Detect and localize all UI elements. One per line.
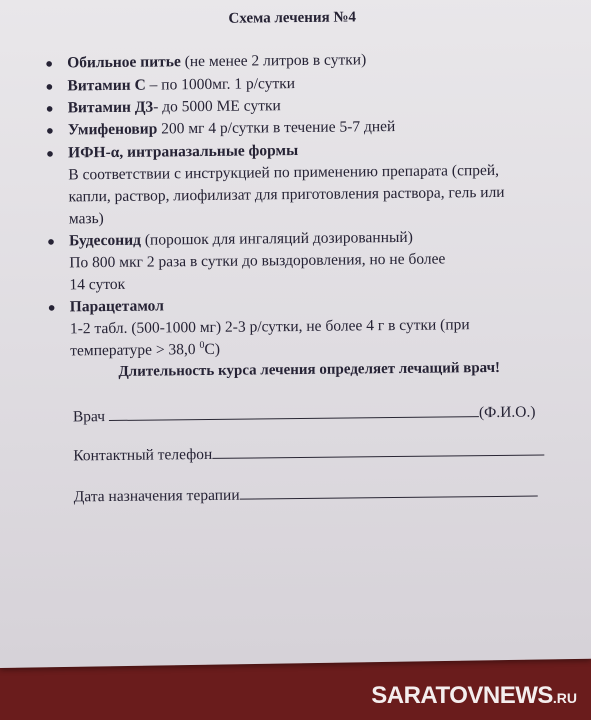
item-text-line	[70, 339, 220, 363]
bullet-icon: ●	[45, 78, 54, 94]
bullet-icon: ●	[46, 145, 55, 161]
item-name: Витамин Д3	[67, 98, 154, 117]
item-text-line: 1-2 табл. (500-1000 мг) 2-3 р/сутки, не более 4 г в сутки (при	[69, 316, 470, 338]
bullet-icon: ●	[45, 55, 54, 71]
item-details: (не менее 2 литров в сутки)	[180, 51, 367, 71]
item-name: Парацетамол	[69, 297, 164, 316]
watermark-domain: .RU	[552, 690, 577, 706]
doctor-field-suffix: (Ф.И.О.)	[478, 403, 536, 422]
doctor-field	[73, 402, 536, 427]
date-line[interactable]	[239, 482, 537, 500]
news-watermark	[371, 682, 577, 710]
item-details: 200 мг 4 р/сутки в течение 5-7 дней	[157, 117, 396, 138]
list-item	[45, 49, 366, 74]
date-field	[74, 482, 538, 507]
list-item	[48, 295, 164, 318]
item-text-line: По 800 мкг 2 раза в сутки до выздоровления, но не более	[69, 250, 446, 272]
item-details: – по 1000мг. 1 р/сутки	[145, 75, 296, 94]
temperature-text: температуре > 38,0	[70, 341, 200, 360]
item-details: - до 5000 МЕ сутки	[153, 97, 281, 116]
phone-field	[73, 440, 544, 465]
doctor-label: Врач	[72, 408, 106, 426]
item-name: Обильное питье	[67, 53, 181, 72]
list-item	[46, 140, 298, 165]
bullet-icon: ●	[45, 122, 54, 138]
degree-superscript: 0	[199, 339, 205, 351]
doctor-name-line[interactable]	[109, 402, 479, 421]
list-item	[46, 116, 396, 142]
item-name: ИФН-α, интраназальные формы	[68, 142, 299, 162]
item-text-line: 14 суток	[69, 275, 126, 294]
list-item	[46, 95, 281, 119]
item-text-line: В соответствии с инструкцией по применению препарата (спрей,	[68, 161, 500, 184]
phone-line[interactable]	[212, 440, 544, 458]
item-details: (порошок для ингаляций дозированный)	[140, 228, 413, 249]
item-text-line: капли, раствор, лиофилизат для приготовления раствора, гель или	[68, 183, 505, 206]
bullet-icon: ●	[46, 233, 55, 249]
item-name: Будесонид	[68, 231, 142, 250]
duration-note: Длительность курса лечения определяет лечащий врач!	[118, 359, 501, 380]
phone-label: Контактный телефон	[73, 445, 213, 465]
watermark-brand: SARATOVNEWS	[371, 682, 553, 709]
temperature-unit: С)	[204, 340, 221, 359]
bullet-icon: ●	[45, 100, 54, 116]
list-item	[45, 73, 295, 98]
date-label: Дата назначения терапии	[73, 486, 240, 506]
item-name: Умифеновир	[67, 120, 158, 139]
item-name: Витамин С	[67, 76, 146, 95]
bullet-icon: ●	[47, 299, 56, 315]
item-text-line: мазь)	[68, 210, 104, 228]
document-title: Схема лечения №4	[228, 9, 357, 27]
